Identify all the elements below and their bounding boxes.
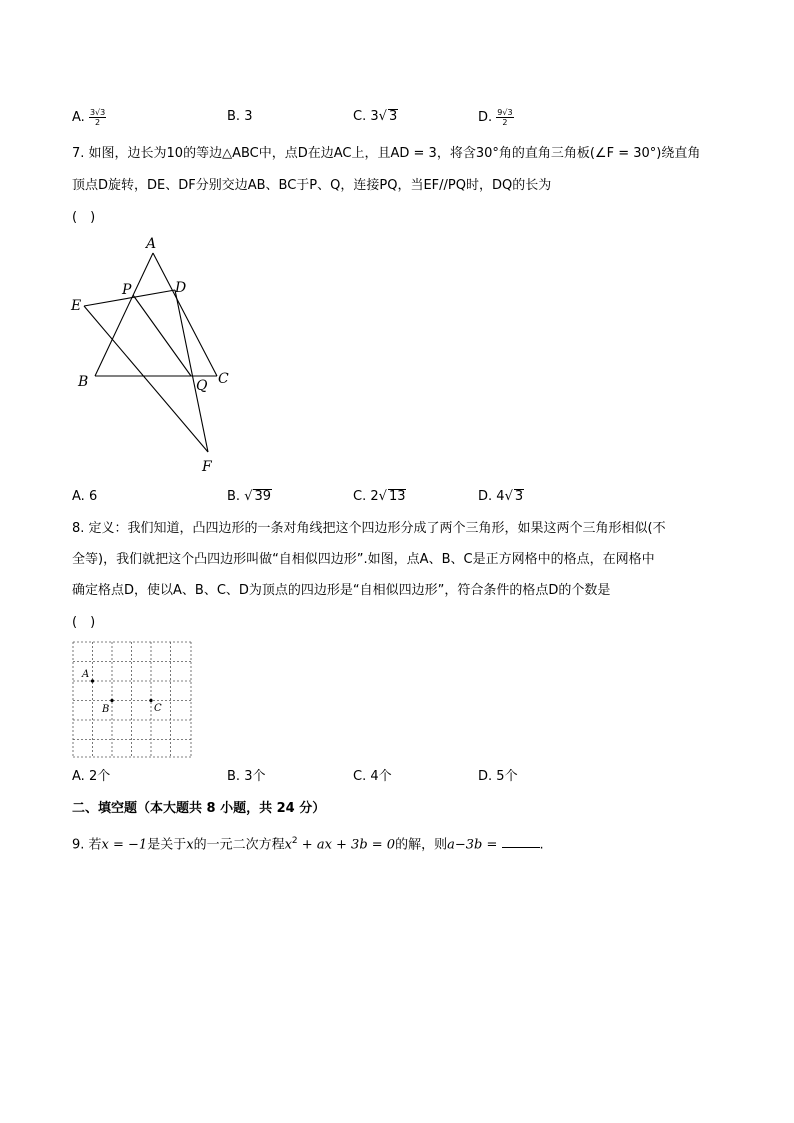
q8-answer-paren: ( ) <box>72 615 96 630</box>
q7-text-line2: 顶点D旋转，DE、DF分别交边AB、BC于P、Q，连接PQ，当EF//PQ时，DQ的长为 <box>72 178 552 193</box>
label-C: C <box>218 371 229 387</box>
label-C: C <box>154 703 162 714</box>
q6-option-a[interactable] <box>72 108 106 127</box>
q8-option-a[interactable]: A. 2个 <box>72 769 111 784</box>
q6-option-c[interactable]: C. 3√ 3 <box>353 109 398 124</box>
q8-text-line3: 确定格点D，使以A、B、C、D为顶点的四边形是“自相似四边形”，符合条件的格点D的个数是 <box>72 583 611 598</box>
q8-grid-figure <box>72 641 194 759</box>
q6-option-b[interactable]: B. 3 <box>227 109 253 124</box>
q6-option-d[interactable]: D. $\frac{9√3}{2}$ <box>478 108 513 127</box>
label-A: A <box>146 236 157 252</box>
label-B: B <box>78 374 89 390</box>
point-B <box>110 699 113 702</box>
q8-option-d[interactable]: D. 5个 <box>478 769 518 784</box>
label-D: D <box>175 280 187 296</box>
option-letter: A. <box>72 110 85 125</box>
q7-text-line1: 7. 如图，边长为10的等边△ABC中，点D在边AC上，且AD = 3，将含30°角的直角三角板(∠F = 30°)绕直角 <box>72 146 701 161</box>
label-Q: Q <box>196 378 208 394</box>
fraction: $\frac{3√3}{2}$ <box>89 108 106 127</box>
label-B: B <box>102 704 110 715</box>
answer-blank[interactable] <box>502 835 540 848</box>
q8-text-line2: 全等)，我们就把这个凸四边形叫做“自相似四边形”.如图，点A、B、C是正方网格中的格点，在网格中 <box>72 552 655 567</box>
q8-text-line1: 8. 定义：我们知道，凸四边形的一条对角线把这个四边形分成了两个三角形，如果这两个三角形相似(不 <box>72 521 666 536</box>
q7-answer-paren: ( ) <box>72 210 96 225</box>
label-A: A <box>82 669 90 680</box>
q7-option-c[interactable]: C. 2√ 13 <box>353 489 406 504</box>
label-P: P <box>122 282 132 298</box>
q7-option-d[interactable]: D. 4√ 3 <box>478 489 524 504</box>
point-A <box>91 679 94 682</box>
label-E: E <box>71 298 82 314</box>
section-heading: 二、填空题（本大题共 8 小题，共 24 分） <box>72 801 326 816</box>
fraction: $\frac{9√3}{2}$ <box>497 108 513 127</box>
q8-option-c[interactable]: C. 4个 <box>353 769 392 784</box>
label-F: F <box>202 459 212 475</box>
q7-triangle-figure <box>60 230 250 480</box>
point-C <box>149 699 152 702</box>
q8-option-b[interactable]: B. 3个 <box>227 769 266 784</box>
q9-text: 9. 若x = −1是关于x的一元二次方程$x^2$ + ax + 3b = 0的解，则a−3b = . <box>72 836 544 853</box>
q7-option-a[interactable]: A. 6 <box>72 489 98 504</box>
q7-option-b[interactable]: B. √ 39 <box>227 489 272 504</box>
